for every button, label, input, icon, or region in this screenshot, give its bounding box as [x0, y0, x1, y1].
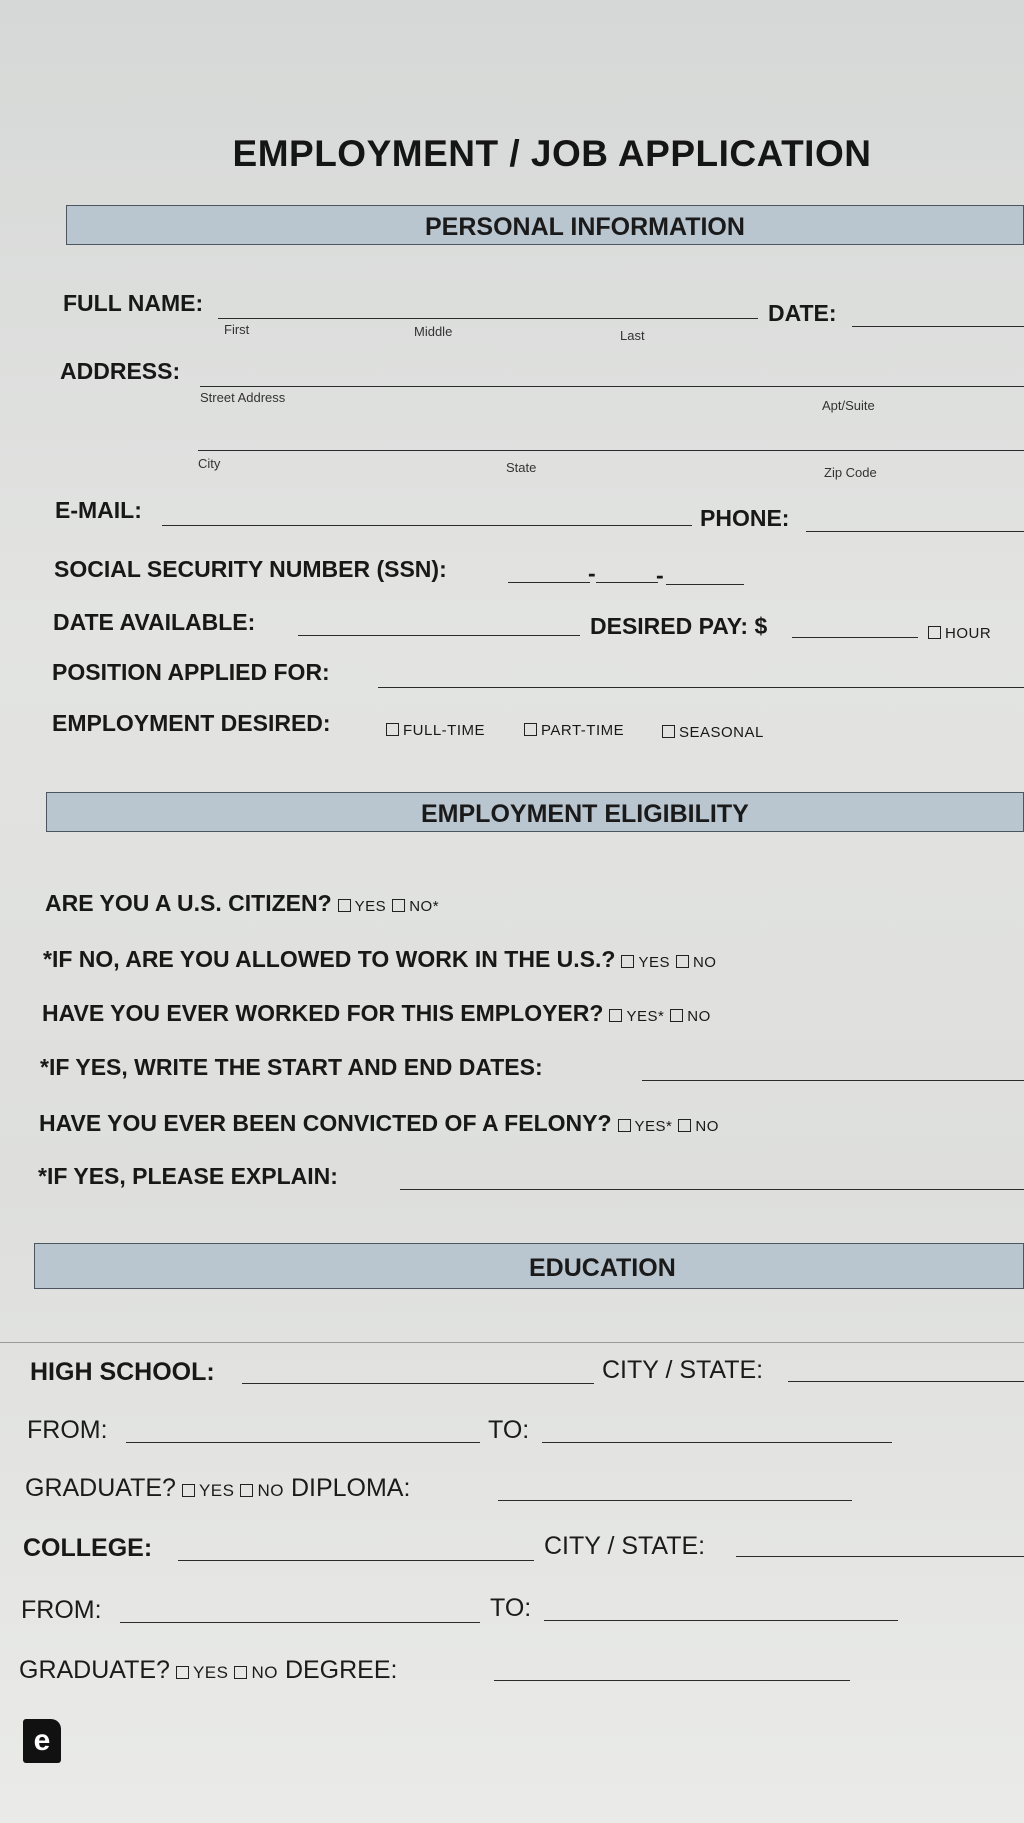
section-header-personal: [66, 205, 1024, 245]
felony-no-label: NO: [695, 1118, 719, 1135]
college-field[interactable]: [178, 1560, 534, 1561]
college-label: COLLEGE:: [23, 1534, 153, 1562]
page-fold-edge: [0, 1342, 1024, 1343]
felony-question: [39, 1110, 719, 1137]
ssn-part-1-field[interactable]: [508, 582, 590, 583]
apt-suite-caption: Apt/Suite: [822, 398, 875, 413]
college-graduate-no-checkbox[interactable]: [234, 1666, 247, 1679]
state-caption: State: [506, 460, 537, 475]
phone-field[interactable]: [806, 531, 1024, 532]
full-time-checkbox[interactable]: [386, 723, 399, 736]
work-authorization-yes-checkbox[interactable]: [621, 955, 634, 968]
full-time-option[interactable]: [380, 714, 485, 741]
college-city-state-field[interactable]: [736, 1556, 1024, 1557]
address-label: ADDRESS:: [60, 358, 181, 384]
ssn-part-3-field[interactable]: [666, 584, 744, 585]
section-title-eligibility: EMPLOYMENT ELIGIBILITY: [421, 800, 749, 828]
part-time-label: PART-TIME: [541, 722, 625, 739]
citizen-question-text: ARE YOU A U.S. CITIZEN?: [45, 890, 332, 916]
previous-employer-question-text: HAVE YOU EVER WORKED FOR THIS EMPLOYER?: [42, 1000, 604, 1026]
felony-explain-label: *IF YES, PLEASE EXPLAIN:: [38, 1163, 338, 1189]
citizen-yes-label: YES: [354, 898, 387, 915]
high-school-label: HIGH SCHOOL:: [30, 1358, 215, 1386]
citizen-no-checkbox[interactable]: [392, 899, 405, 912]
high-school-graduate-label: GRADUATE?: [25, 1474, 176, 1502]
position-applied-label: POSITION APPLIED FOR:: [52, 659, 330, 685]
citizen-yes-checkbox[interactable]: [338, 899, 351, 912]
college-graduate-no-label: NO: [251, 1663, 278, 1682]
college-to-label: TO:: [490, 1594, 532, 1622]
college-from-label: FROM:: [21, 1596, 102, 1624]
college-to-field[interactable]: [544, 1620, 898, 1621]
seasonal-checkbox[interactable]: [662, 725, 675, 738]
ssn-label: SOCIAL SECURITY NUMBER (SSN):: [54, 556, 447, 582]
hour-option[interactable]: [922, 617, 991, 644]
full-time-label: FULL-TIME: [403, 722, 486, 739]
high-school-city-state-label: CITY / STATE:: [602, 1356, 764, 1384]
college-graduate-yes-label: YES: [192, 1663, 229, 1682]
college-graduate-yes-checkbox[interactable]: [176, 1666, 189, 1679]
felony-question-text: HAVE YOU EVER BEEN CONVICTED OF A FELONY?: [39, 1110, 612, 1136]
street-address-caption: Street Address: [200, 390, 286, 405]
date-available-field[interactable]: [298, 635, 580, 636]
previous-employer-no-label: NO: [687, 1008, 711, 1025]
college-graduate-row: [19, 1656, 397, 1685]
seasonal-label: SEASONAL: [679, 724, 764, 741]
start-end-dates-field[interactable]: [642, 1080, 1024, 1081]
email-field[interactable]: [162, 525, 692, 526]
section-title-personal: PERSONAL INFORMATION: [425, 213, 745, 241]
high-school-to-label: TO:: [488, 1416, 530, 1444]
brand-logo-icon: e: [23, 1719, 61, 1763]
city-caption: City: [198, 456, 221, 471]
citizen-question: [45, 890, 439, 917]
previous-employer-no-checkbox[interactable]: [670, 1009, 683, 1022]
last-name-caption: Last: [620, 328, 645, 343]
high-school-graduate-row: [25, 1474, 410, 1503]
high-school-graduate-yes-checkbox[interactable]: [182, 1484, 195, 1497]
seasonal-option[interactable]: [656, 716, 764, 743]
date-available-label: DATE AVAILABLE:: [53, 609, 256, 635]
phone-label: PHONE:: [700, 505, 790, 531]
section-header-education: [34, 1243, 1024, 1289]
high-school-from-label: FROM:: [27, 1416, 108, 1444]
felony-explain-field[interactable]: [400, 1189, 1024, 1190]
work-authorization-no-checkbox[interactable]: [676, 955, 689, 968]
date-label: DATE:: [768, 300, 837, 326]
form-title: EMPLOYMENT / JOB APPLICATION: [232, 133, 872, 174]
full-name-label: FULL NAME:: [63, 290, 204, 316]
hour-checkbox[interactable]: [928, 626, 941, 639]
email-label: E-MAIL:: [55, 497, 142, 523]
degree-field[interactable]: [494, 1680, 850, 1681]
high-school-graduate-no-checkbox[interactable]: [240, 1484, 253, 1497]
previous-employer-question: [42, 1000, 711, 1027]
work-authorization-no-label: NO: [692, 954, 717, 971]
high-school-from-field[interactable]: [126, 1442, 480, 1443]
previous-employer-yes-checkbox[interactable]: [609, 1009, 622, 1022]
work-authorization-question-text: *IF NO, ARE YOU ALLOWED TO WORK IN THE U.S.?: [43, 946, 616, 972]
felony-no-checkbox[interactable]: [678, 1119, 691, 1132]
previous-employer-yes-label: YES*: [626, 1008, 665, 1025]
degree-label: DEGREE:: [284, 1656, 398, 1684]
section-title-education: EDUCATION: [529, 1254, 676, 1282]
ssn-part-2-field[interactable]: [596, 582, 658, 583]
part-time-option[interactable]: [518, 714, 624, 741]
ssn-separator-2: -: [656, 562, 664, 588]
college-graduate-label: GRADUATE?: [19, 1656, 170, 1684]
ssn-separator-1: -: [588, 560, 596, 586]
felony-yes-label: YES*: [634, 1118, 673, 1135]
high-school-to-field[interactable]: [542, 1442, 892, 1443]
desired-pay-field[interactable]: [792, 637, 918, 638]
part-time-checkbox[interactable]: [524, 723, 537, 736]
high-school-field[interactable]: [242, 1383, 594, 1384]
first-name-caption: First: [224, 322, 250, 337]
citizen-no-label: NO*: [409, 898, 440, 915]
date-field[interactable]: [852, 326, 1024, 327]
desired-pay-label: DESIRED PAY: $: [590, 613, 768, 639]
section-header-eligibility: [46, 792, 1024, 832]
start-end-dates-label: *IF YES, WRITE THE START AND END DATES:: [40, 1054, 543, 1080]
middle-name-caption: Middle: [414, 324, 453, 339]
zip-code-caption: Zip Code: [824, 465, 877, 480]
high-school-city-state-field[interactable]: [788, 1381, 1024, 1382]
high-school-graduate-yes-label: YES: [198, 1481, 235, 1500]
work-authorization-question: [43, 946, 716, 973]
felony-yes-checkbox[interactable]: [618, 1119, 631, 1132]
city-state-zip-field[interactable]: [198, 450, 1024, 451]
college-city-state-label: CITY / STATE:: [544, 1532, 706, 1560]
street-address-field[interactable]: [200, 386, 1024, 387]
hour-option-label: HOUR: [945, 625, 992, 642]
college-from-field[interactable]: [120, 1622, 480, 1623]
position-applied-field[interactable]: [378, 687, 1024, 688]
diploma-label: DIPLOMA:: [290, 1474, 411, 1502]
full-name-field[interactable]: [218, 318, 758, 319]
employment-desired-label: EMPLOYMENT DESIRED:: [52, 710, 331, 736]
diploma-field[interactable]: [498, 1500, 852, 1501]
high-school-graduate-no-label: NO: [257, 1481, 284, 1500]
work-authorization-yes-label: YES: [638, 954, 670, 971]
